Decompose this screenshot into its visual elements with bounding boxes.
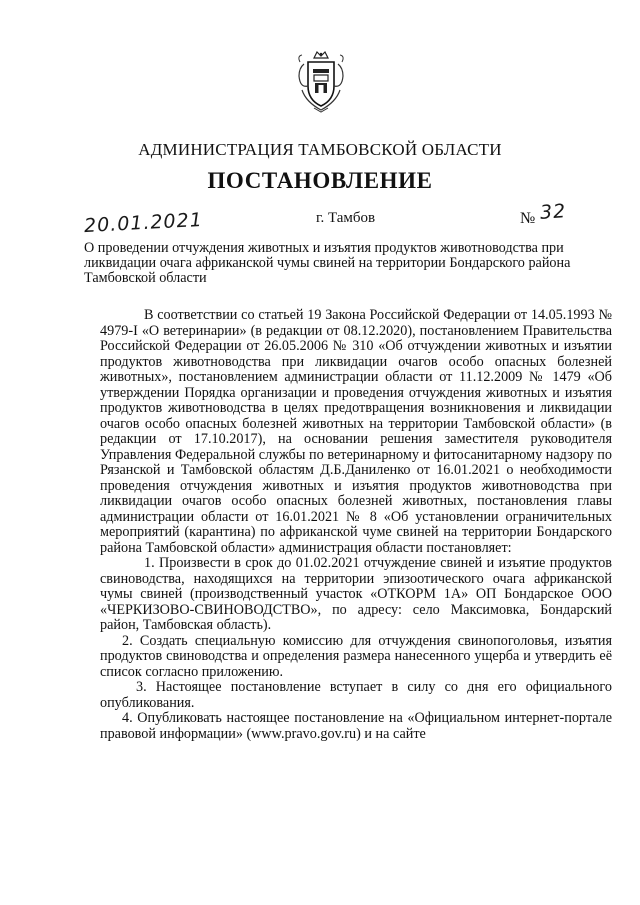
item-3-paragraph: 3. Настоящее постановление вступает в силу со дня его официального опубликования. (100, 679, 612, 711)
item-4-paragraph: 4. Опубликовать настоящее постановление на «Официальном интернет-портале правовой информации» (www.pravo.gov.ru) и на сайте (100, 710, 612, 742)
handwritten-number: 32 (539, 200, 567, 224)
coat-of-arms-emblem (294, 50, 348, 114)
preamble-paragraph: В соответствии со статьей 19 Закона Российской Федерации от 14.05.1993 № 4979-I «О ветеринарии» (в редакции от 08.12.2020), постановлением Правительства Российской Федерации от 26.05.2006 № 310 «Об отчуждении животных и изъятии продуктов животноводства при ликвидации очагов особо опасных болезней животных», постановлением администрации области от 11.12.2009 № 1479 «Об утверждении Порядка организации и проведения отчуждения животных и изъятия продуктов животноводства в целях предотвращения возникновения и ликвидации очагов особо опасных болезней животных на территории Тамбовской области» (в редакции от 17.10.2017), на основании решения заместителя руководителя Управления Федеральной службы по ветеринарному и фитосанитарному надзору по Рязанской и Тамбовской областям Д.Б.Даниленко от 16.01.2021 о необходимости проведения отчуждения животных и изъятия продуктов животноводства при ликвидации очагов особо опасных болезней животных, постановления главы администрации области от 16.01.2021 № 8 «Об установлении ограничительных мероприятий (карантина) по африканской чуме свиней на территории Бондарского района Тамбовской области» администрация области постановляет: (100, 307, 612, 556)
city: г. Тамбов (316, 210, 376, 226)
document-body (100, 308, 612, 742)
organization-name: АДМИНИСТРАЦИЯ ТАМБОВСКОЙ ОБЛАСТИ (138, 140, 502, 159)
handwritten-date: 20.01.2021 (83, 208, 204, 238)
item-2-paragraph: 2. Создать специальную комиссию для отчуждения свинопоголовья, изъятия продуктов свиноводства и определения размера нанесенного ущерба и утвердить её список согласно приложению. (100, 632, 612, 680)
document-title: ПОСТАНОВЛЕНИЕ (207, 168, 433, 193)
number-label: № (520, 210, 536, 227)
document-subject: О проведении отчуждения животных и изъятия продуктов животноводства при ликвидации очага африканской чумы свиней на территории Бондарского района Тамбовской области (84, 240, 571, 286)
item-1-paragraph: 1. Произвести в срок до 01.02.2021 отчуждение свиней и изъятие продуктов свиноводства, находящихся на территории эпизоотического очага африканской чумы свиней (производственный участок «ОТКОРМ 1А» ОП Бондарское ООО «ЧЕРКИЗОВО-СВИНОВОДСТВО», по адресу: село Максимовка, Бондарский район, Тамбовская область). (100, 555, 612, 633)
